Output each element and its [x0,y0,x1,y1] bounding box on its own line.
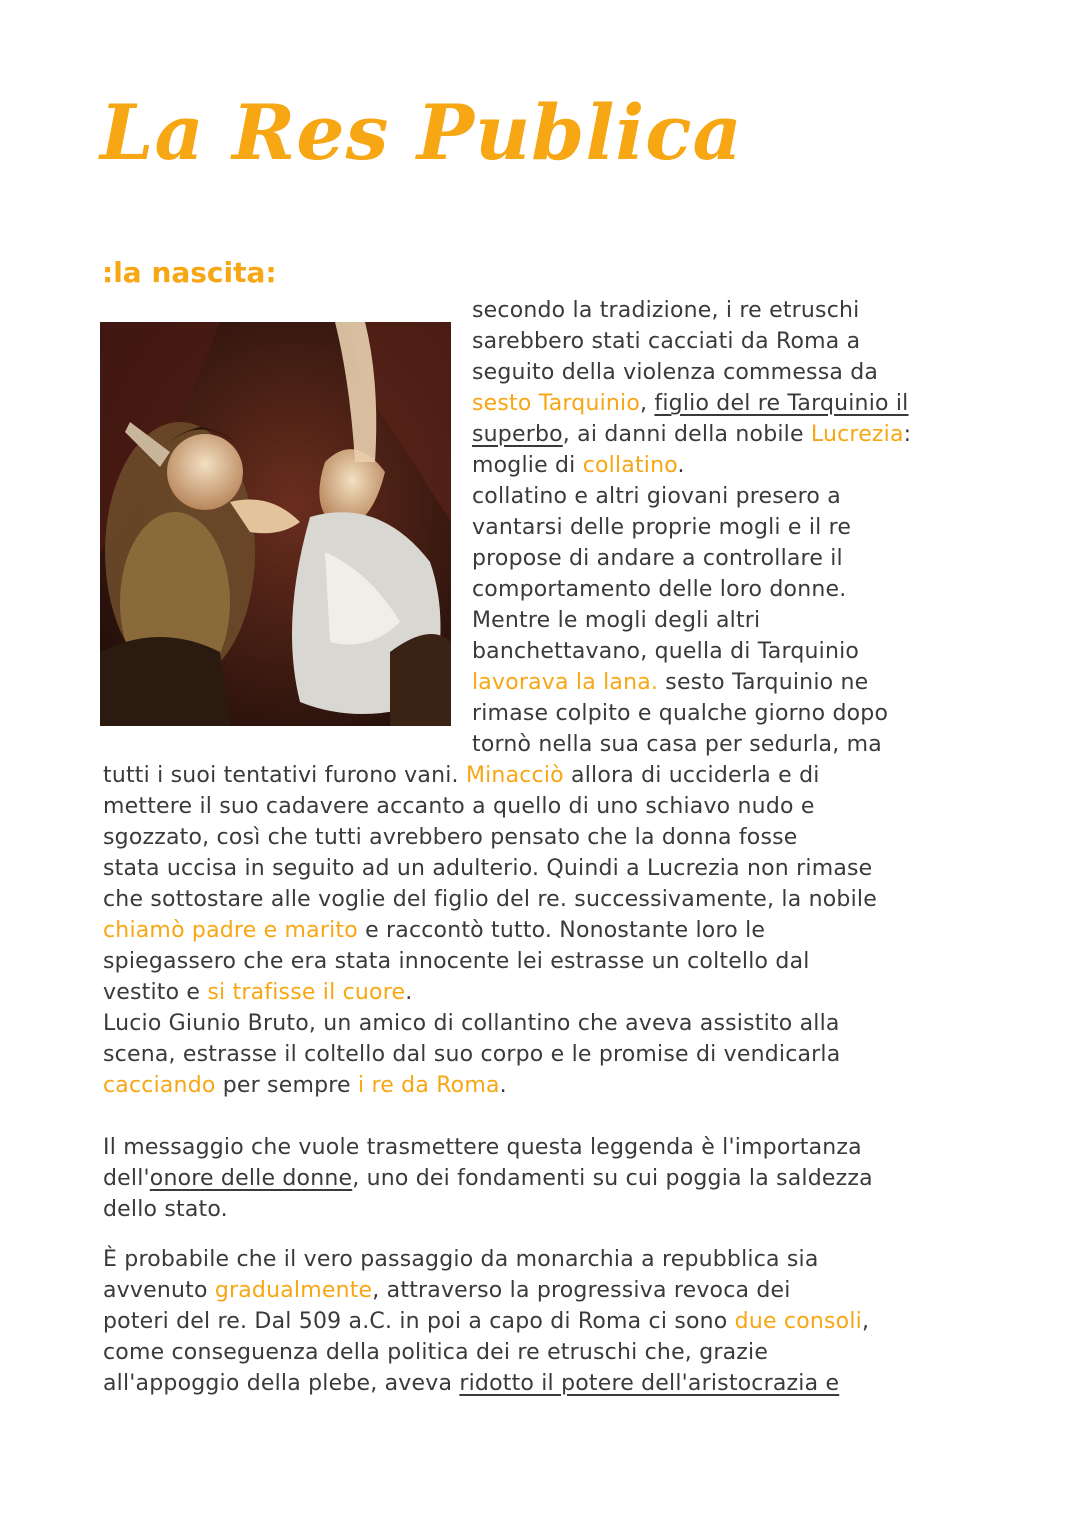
text-segment: : [903,422,912,447]
text-line [103,947,810,977]
text-segment: all'appoggio della plebe, aveva [103,1371,460,1396]
text-segment: dello stato. [103,1197,228,1222]
text-line [472,389,909,419]
text-line [472,513,851,543]
text-segment: avvenuto [103,1278,215,1303]
highlighted-text: chiamò padre e marito [103,918,358,943]
text-line [472,420,911,450]
text-line [472,451,685,481]
text-segment: banchettavano, quella di Tarquinio [472,639,860,664]
text-segment: per sempre [215,1073,358,1098]
highlighted-text: due consoli [734,1309,862,1334]
text-segment: spiegassero che era stata innocente lei estrasse un coltello dal [103,949,810,974]
text-line [472,575,846,605]
text-segment: . [677,453,685,478]
text-segment: , ai danni della nobile [562,422,811,447]
text-segment: secondo la tradizione, i re etruschi [472,298,860,323]
text-segment: Il messaggio che vuole trasmettere questa leggenda è l'importanza [103,1135,862,1160]
text-line [103,854,872,884]
text-line [472,544,843,574]
text-segment: È probabile che il vero passaggio da monarchia a repubblica sia [103,1247,819,1272]
text-line [103,1040,840,1070]
highlighted-text: Lucrezia [810,422,904,447]
text-line [103,761,820,791]
text-segment: stata uccisa in seguito ad un adulterio. Quindi a Lucrezia non rimase [103,856,873,881]
highlighted-text: sesto Tarquinio [472,391,641,416]
highlighted-text: cacciando [103,1073,216,1098]
text-segment: comportamento delle loro donne. [472,577,847,602]
highlighted-text: Minacciò [465,763,564,788]
text-segment: sesto Tarquinio ne [658,670,869,695]
text-line [103,885,877,915]
section-heading: :la nascita: [102,256,277,289]
text-line [103,1009,840,1039]
text-line [472,327,860,357]
text-segment: Mentre le mogli degli altri [472,608,761,633]
text-segment: scena, estrasse il coltello dal suo corpo e le promise di vendicarla [103,1042,841,1067]
text-segment: tutti i suoi tentativi furono vani. [103,763,466,788]
text-segment: allora di ucciderla e di [563,763,820,788]
text-line [472,730,882,760]
underlined-text: superbo [472,422,563,447]
text-line [103,1071,507,1101]
text-line [103,1276,791,1306]
text-segment: seguito della violenza commessa da [472,360,879,385]
highlighted-text: gradualmente [214,1278,373,1303]
text-line [472,482,841,512]
text-segment: rimase colpito e qualche giorno dopo [472,701,889,726]
text-line [103,792,815,822]
text-line [103,916,765,946]
text-segment: tornò nella sua casa per sedurla, ma [472,732,882,757]
text-segment: mettere il suo cadavere accanto a quello di uno schiavo nudo e [103,794,815,819]
text-line [472,296,859,326]
text-segment: moglie di [472,453,583,478]
text-segment: , attraverso la progressiva revoca dei [372,1278,791,1303]
text-line [472,358,878,388]
text-segment: . [499,1073,507,1098]
text-segment: come conseguenza della politica dei re etruschi che, grazie [103,1340,769,1365]
text-segment: vestito e [103,980,208,1005]
text-line [472,668,868,698]
text-segment: sarebbero stati cacciati da Roma a [472,329,861,354]
text-line [103,823,798,853]
text-line [103,1369,839,1399]
text-segment: propose di andare a controllare il [472,546,843,571]
underlined-text: ridotto il potere dell'aristocrazia e [459,1371,840,1396]
text-line [103,1133,862,1163]
highlighted-text: si trafisse il cuore [207,980,406,1005]
text-line [472,637,859,667]
highlighted-text: i re da Roma [357,1073,500,1098]
text-segment: , uno dei fondamenti su cui poggia la saldezza [352,1166,873,1191]
text-segment: poteri del re. Dal 509 a.C. in poi a capo di Roma ci sono [103,1309,735,1334]
text-line [103,1164,873,1194]
text-segment: e raccontò tutto. Nonostante loro le [357,918,766,943]
text-segment: , [861,1309,870,1334]
text-segment: sgozzato, così che tutti avrebbero pensato che la donna fosse [103,825,798,850]
text-line [103,978,412,1008]
text-line [472,606,760,636]
underlined-text: onore delle donne [149,1166,353,1191]
text-line [103,1307,869,1337]
text-segment: Lucio Giunio Bruto, un amico di collantino che aveva assistito alla [103,1011,840,1036]
text-line [103,1195,228,1225]
underlined-text: figlio del re Tarquinio il [654,391,909,416]
highlighted-text: lavorava la lana. [472,670,659,695]
text-line [472,699,888,729]
page-title: La Res Publica [100,88,743,177]
painting-image [100,322,451,726]
text-segment: che sottostare alle voglie del figlio del re. successivamente, la nobile [103,887,877,912]
text-segment: , [640,391,655,416]
text-segment: vantarsi delle proprie mogli e il re [472,515,852,540]
text-segment: . [405,980,413,1005]
text-line [103,1338,768,1368]
text-line [103,1245,819,1275]
highlighted-text: collatino [582,453,678,478]
text-segment: collatino e altri giovani presero a [472,484,841,509]
painting-illustration [100,322,451,726]
text-segment: dell' [103,1166,150,1191]
